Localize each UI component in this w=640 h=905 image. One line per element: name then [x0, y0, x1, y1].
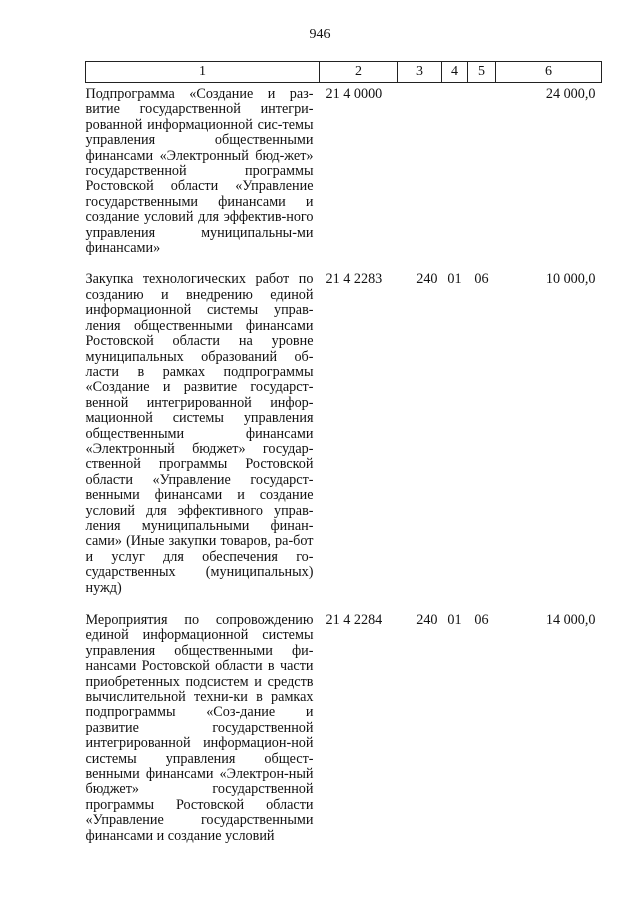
target-article-code: 21 4 2284	[325, 612, 383, 628]
expense-type-code: 240	[416, 271, 438, 288]
subsection-code: 06	[474, 612, 489, 628]
page-number: 946	[309, 27, 331, 42]
table-row	[86, 613, 602, 844]
amount: 10 000,0	[545, 271, 596, 288]
section-code	[442, 83, 468, 273]
subsection-code: 06	[474, 271, 489, 288]
subsection-code	[468, 83, 496, 273]
table-row	[86, 83, 602, 273]
expense-name: Мероприятия по сопровождению единой информационной системы управления общественными фи-нансами Ростовской области в части приобретенных подсистем и средств вычислительной техни-ки в рамках подпрограммы «Соз-дание и развитие государственной интегрированной информацион-ной системы управления общест-венными финансами «Электрон-ный бюджет» государственной программы Ростовской области «Управление государственными финансами и создание условий	[85, 612, 314, 844]
target-article-code: 21 4 2283	[325, 271, 383, 288]
expense-type-code	[398, 83, 442, 273]
column-header: 5	[468, 62, 496, 83]
amount: 24 000,0	[545, 86, 596, 102]
table-header-row	[86, 62, 602, 83]
target-article-code: 21 4 0000	[325, 86, 383, 102]
column-header: 4	[442, 62, 468, 83]
expense-name: Подпрограмма «Создание и раз-витие государственной интегри-рованной информационной сис-темы управления общественными финансами «Электронный бюд-жет» государственной программы Ростовской области «Управление государственными финансами и создание условий для эффектив-ного управления муниципальны-ми финансами»	[85, 86, 314, 257]
column-header: 3	[398, 62, 442, 83]
section-code: 01	[447, 271, 462, 288]
column-header: 2	[320, 62, 398, 83]
section-code: 01	[447, 612, 462, 628]
column-header: 6	[496, 62, 602, 83]
expense-type-code: 240	[416, 612, 438, 628]
table-row	[86, 272, 602, 613]
budget-table	[85, 61, 602, 844]
column-header: 1	[86, 62, 320, 83]
expense-name: Закупка технологических работ по созданию и внедрению единой информационной системы управ-ления общественными финансами Ростовской области на уровне муниципальных образований об-ласти в рамках подпрограммы «Создание и развитие государст-венной интегрированной инфор-мационной системы управления общественными финансами «Электронный бюджет» государ-ственной программы Ростовской области «Управление государст-венными финансами и создание условий для эффективного управ-ления муниципальными финан-сами» (Иные закупки товаров, ра-бот и услуг для обеспечения го-сударственных (муниципальных) нужд)	[85, 271, 314, 596]
amount: 14 000,0	[545, 612, 596, 628]
